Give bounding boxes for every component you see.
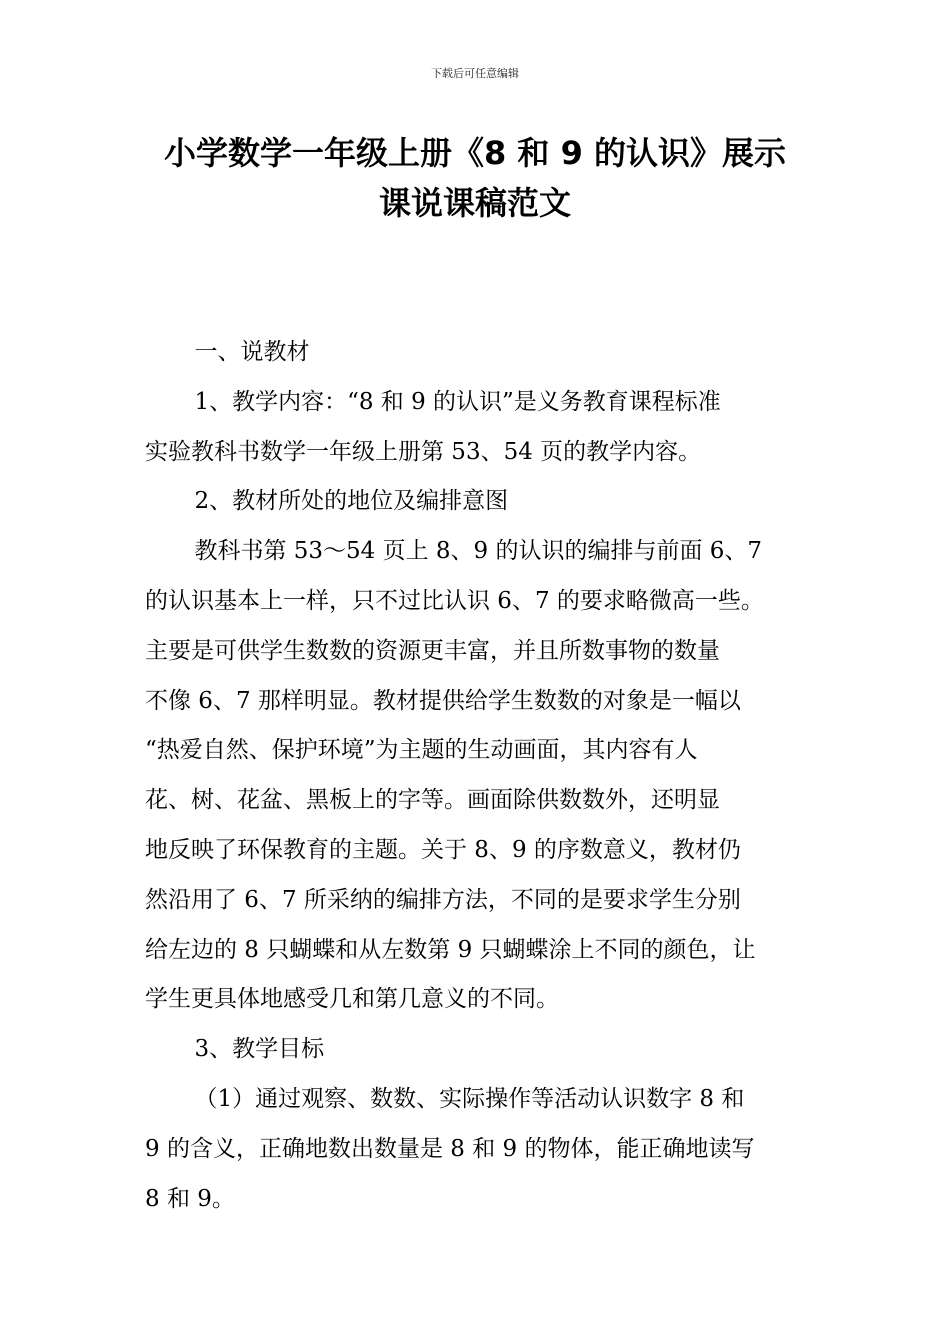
paragraph-teaching-content	[145, 378, 815, 478]
text-line: 花、树、花盆、黑板上的字等。画面除供数数外，还明显	[145, 787, 720, 814]
document-title	[0, 128, 950, 228]
paragraph-heading-objectives	[145, 1025, 815, 1075]
text-line: 教科书第 53～54 页上 8、9 的认识的编排与前面 6、7	[194, 538, 763, 565]
section-heading-textbook	[145, 328, 815, 378]
text-line: （1）通过观察、数数、实际操作等活动认识数字 8 和	[194, 1085, 745, 1112]
text-line: 9 的含义，正确地数出数量是 8 和 9 的物体，能正确地读写	[145, 1135, 755, 1162]
title-line-1: 小学数学一年级上册《8 和 9 的认识》展示	[164, 134, 786, 172]
text-line: 学生更具体地感受几和第几意义的不同。	[145, 986, 559, 1013]
text-line: 8 和 9。	[145, 1185, 235, 1212]
text-line: 主要是可供学生数数的资源更丰富，并且所数事物的数量	[145, 637, 720, 664]
document-body	[145, 328, 815, 1224]
title-line-2: 课说课稿范文	[378, 184, 571, 222]
text-line: 2、教材所处的地位及编排意图	[194, 488, 509, 515]
text-line: 给左边的 8 只蝴蝶和从左数第 9 只蝴蝶涂上不同的颜色，让	[145, 936, 756, 963]
text-line: 一、说教材	[194, 339, 310, 365]
text-line: 不像 6、7 那样明显。教材提供给学生数数的对象是一幅以	[145, 687, 741, 714]
text-line: 1、教学内容：“8 和 9 的认识”是义务教育课程标准	[194, 388, 721, 415]
paragraph-objective-1	[145, 1075, 815, 1224]
text-line: 的认识基本上一样，只不过比认识 6、7 的要求略微高一些。	[145, 587, 764, 614]
paragraph-textbook-description	[145, 527, 815, 1025]
text-line: 3、教学目标	[194, 1036, 325, 1063]
text-line: 然沿用了 6、7 所采纳的编排方法，不同的是要求学生分别	[145, 886, 741, 913]
text-line: 地反映了环保教育的主题。关于 8、9 的序数意义，教材仍	[145, 836, 741, 863]
text-line: 实验教科书数学一年级上册第 53、54 页的教学内容。	[145, 438, 702, 465]
text-line: “热爱自然、保护环境”为主题的生动画面，其内容有人	[145, 737, 698, 764]
header-note: 下载后可任意编辑	[431, 67, 519, 80]
paragraph-heading-position	[145, 477, 815, 527]
